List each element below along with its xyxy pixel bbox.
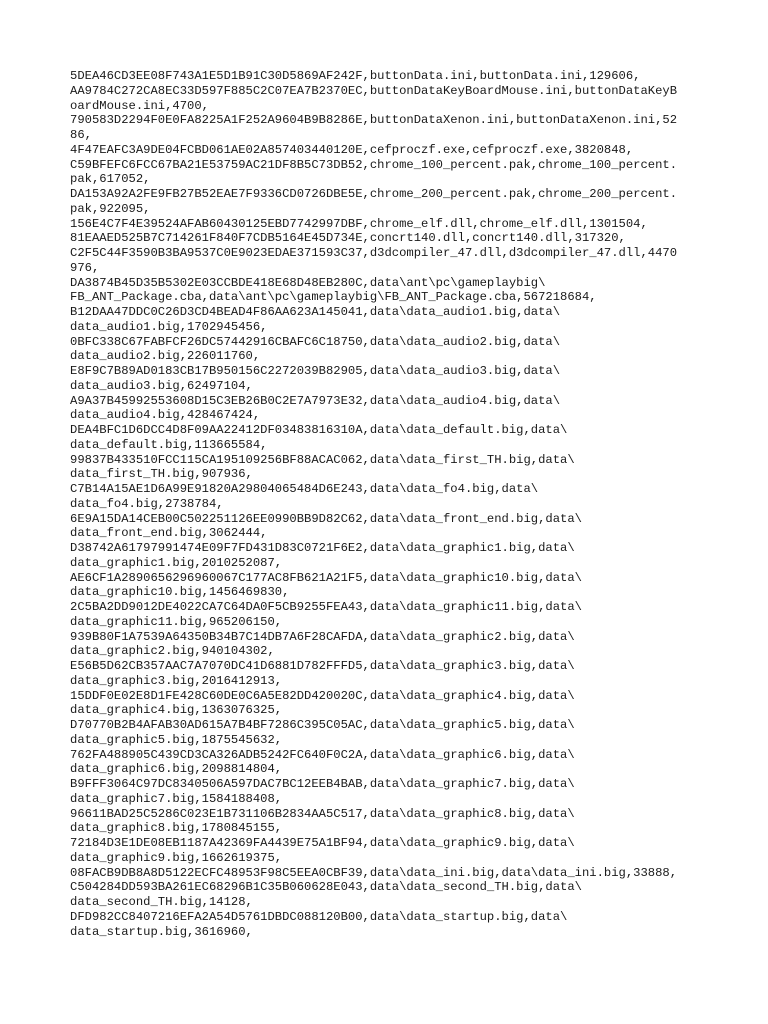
text-line: E56B5D62CB357AAC7A7070DC41D6881D782FFFD5,data\data_graphic3.big,data\ bbox=[70, 659, 575, 673]
text-line: DA153A92A2FE9FB27B52EAE7F9336CD0726DBE5E,chrome_200_percent.pak,chrome_200_percent. bbox=[70, 187, 678, 201]
text-line: data_second_TH.big,14128, bbox=[70, 895, 253, 909]
text-line: AA9784C272CA8EC33D597F885C2C07EA7B2370EC,buttonDataKeyBoardMouse.ini,buttonDataKeyB bbox=[70, 83, 678, 98]
text-line: A9A37B45992553608D15C3EB26B0C2E7A7973E32,data\data_audio4.big,data\ bbox=[70, 393, 561, 408]
text-line: data_graphic1.big,2010252087, bbox=[70, 555, 283, 570]
text-line: data_audio4.big,428467424, bbox=[70, 408, 261, 423]
text-line: 86, bbox=[70, 128, 92, 142]
text-line: 99837B433510FCC115CA195109256BF88ACAC062,data\data_first_TH.big,data\ bbox=[70, 452, 575, 467]
text-line: C7B14A15AE1D6A99E91820A29804065484D6E243,data\data_fo4.big,data\ bbox=[70, 482, 539, 496]
text-line: pak,922095, bbox=[70, 201, 151, 216]
text-line: data_graphic7.big,1584188408, bbox=[70, 791, 283, 806]
text-line: data_graphic9.big,1662619375, bbox=[70, 850, 283, 865]
text-line: data_graphic4.big,1363076325, bbox=[70, 703, 283, 718]
text-line: data_graphic8.big,1780845155, bbox=[70, 821, 283, 836]
text-line: data_startup.big,3616960, bbox=[70, 924, 253, 939]
text-line: 4F47EAFC3A9DE04FCBD061AE02A857403440120E,cefproczf.exe,cefproczf.exe,3820848, bbox=[70, 142, 634, 157]
text-line: data_graphic11.big,965206150, bbox=[70, 614, 283, 629]
text-line: DEA4BFC1D6DCC4D8F09AA22412DF03483816310A,data\data_default.big,data\ bbox=[70, 423, 568, 437]
text-line: 2C5BA2DD9012DE4022CA7C64DA0F5CB9255FEA43,data\data_graphic11.big,data\ bbox=[70, 600, 582, 614]
file-hash-listing bbox=[70, 69, 710, 939]
text-line: D70770B2B4AFAB30AD615A7B4BF7286C395C05AC,data\data_graphic5.big,data\ bbox=[70, 718, 575, 732]
text-line: C504284DD593BA261EC68296B1C35B060628E043,data\data_second_TH.big,data\ bbox=[70, 880, 582, 895]
text-line: B12DAA47DDC0C26D3CD4BEAD4F86AA623A145041,data\data_audio1.big,data\ bbox=[70, 305, 561, 319]
text-line: data_graphic5.big,1875545632, bbox=[70, 732, 283, 747]
text-line: 0BFC338C67FABFCF26DC57442916CBAFC6C18750,data\data_audio2.big,data\ bbox=[70, 334, 561, 349]
text-line: data_graphic6.big,2098814804, bbox=[70, 762, 283, 777]
text-line: 08FACB9DB8A8D5122ECFC48953F98C5EEA0CBF39,data\data_ini.big,data\data_ini.big,33888, bbox=[70, 865, 678, 880]
text-line: data_graphic2.big,940104302, bbox=[70, 644, 275, 659]
text-line: data_audio3.big,62497104, bbox=[70, 378, 253, 393]
text-line: 15DDF0E02E8D1FE428C60DE0C6A5E82DD420020C,data\data_graphic4.big,data\ bbox=[70, 688, 575, 703]
text-line: data_audio2.big,226011760, bbox=[70, 349, 261, 364]
text-line: 6E9A15DA14CEB00C502251126EE0990BB9D82C62,data\data_front_end.big,data\ bbox=[70, 511, 582, 526]
text-line: data_graphic10.big,1456469830, bbox=[70, 585, 290, 600]
text-line: B9FFF3064C97DC8340506A597DAC7BC12EEB4BAB,data\data_graphic7.big,data\ bbox=[70, 777, 575, 791]
text-line: 72184D3E1DE08EB1187A42369FA4439E75A1BF94,data\data_graphic9.big,data\ bbox=[70, 836, 575, 850]
text-line: 5DEA46CD3EE08F743A1E5D1B91C30D5869AF242F,buttonData.ini,buttonData.ini,129606, bbox=[70, 69, 641, 83]
text-line: data_fo4.big,2738784, bbox=[70, 496, 224, 511]
text-line: 790583D2294F0E0FA8225A1F252A9604B9B8286E,buttonDataXenon.ini,buttonDataXenon.ini,52 bbox=[70, 113, 678, 128]
text-line: pak,617052, bbox=[70, 172, 151, 187]
text-line: oardMouse.ini,4700, bbox=[70, 98, 209, 113]
text-line: E8F9C7B89AD0183CB17B950156C2272039B82905,data\data_audio3.big,data\ bbox=[70, 364, 561, 378]
text-line: 156E4C7F4E39524AFAB60430125EBD7742997DBF,chrome_elf.dll,chrome_elf.dll,1301504, bbox=[70, 216, 648, 231]
text-line: D38742A61797991474E09F7FD431D83C0721F6E2,data\data_graphic1.big,data\ bbox=[70, 541, 575, 555]
text-line: C59BFEFC6FCC67BA21E53759AC21DF8B5C73DB52,chrome_100_percent.pak,chrome_100_percent. bbox=[70, 157, 678, 172]
text-line: 939B80F1A7539A64350B34B7C14DB7A6F28CAFDA,data\data_graphic2.big,data\ bbox=[70, 629, 575, 644]
text-line: 96611BAD25C5286C023E1B731106B2834AA5C517,data\data_graphic8.big,data\ bbox=[70, 806, 575, 821]
text-line: data_audio1.big,1702945456, bbox=[70, 319, 268, 334]
text-line: FB_ANT_Package.cba,data\ant\pc\gameplaybig\FB_ANT_Package.cba,567218684, bbox=[70, 290, 597, 305]
text-line: DFD982CC8407216EFA2A54D5761DBDC088120B00,data\data_startup.big,data\ bbox=[70, 909, 568, 924]
text-line: 762FA488905C439CD3CA326ADB5242FC640F0C2A,data\data_graphic6.big,data\ bbox=[70, 747, 575, 762]
document-page bbox=[70, 69, 710, 939]
text-line: 81EAAED525B7C714261F840F7CDB5164E45D734E,concrt140.dll,concrt140.dll,317320, bbox=[70, 231, 626, 246]
text-line: C2F5C44F3590B3BA9537C0E9023EDAE371593C37,d3dcompiler_47.dll,d3dcompiler_47.dll,4470 bbox=[70, 246, 678, 260]
text-line: data_graphic3.big,2016412913, bbox=[70, 673, 283, 688]
text-line: data_front_end.big,3062444, bbox=[70, 526, 268, 541]
text-line: data_first_TH.big,907936, bbox=[70, 467, 253, 482]
text-line: data_default.big,113665584, bbox=[70, 437, 268, 452]
text-line: 976, bbox=[70, 260, 100, 275]
text-line: AE6CF1A2890656296960067C177AC8FB621A21F5,data\data_graphic10.big,data\ bbox=[70, 570, 582, 585]
text-line: DA3874B45D35B5302E03CCBDE418E68D48EB280C,data\ant\pc\gameplaybig\ bbox=[70, 275, 546, 290]
